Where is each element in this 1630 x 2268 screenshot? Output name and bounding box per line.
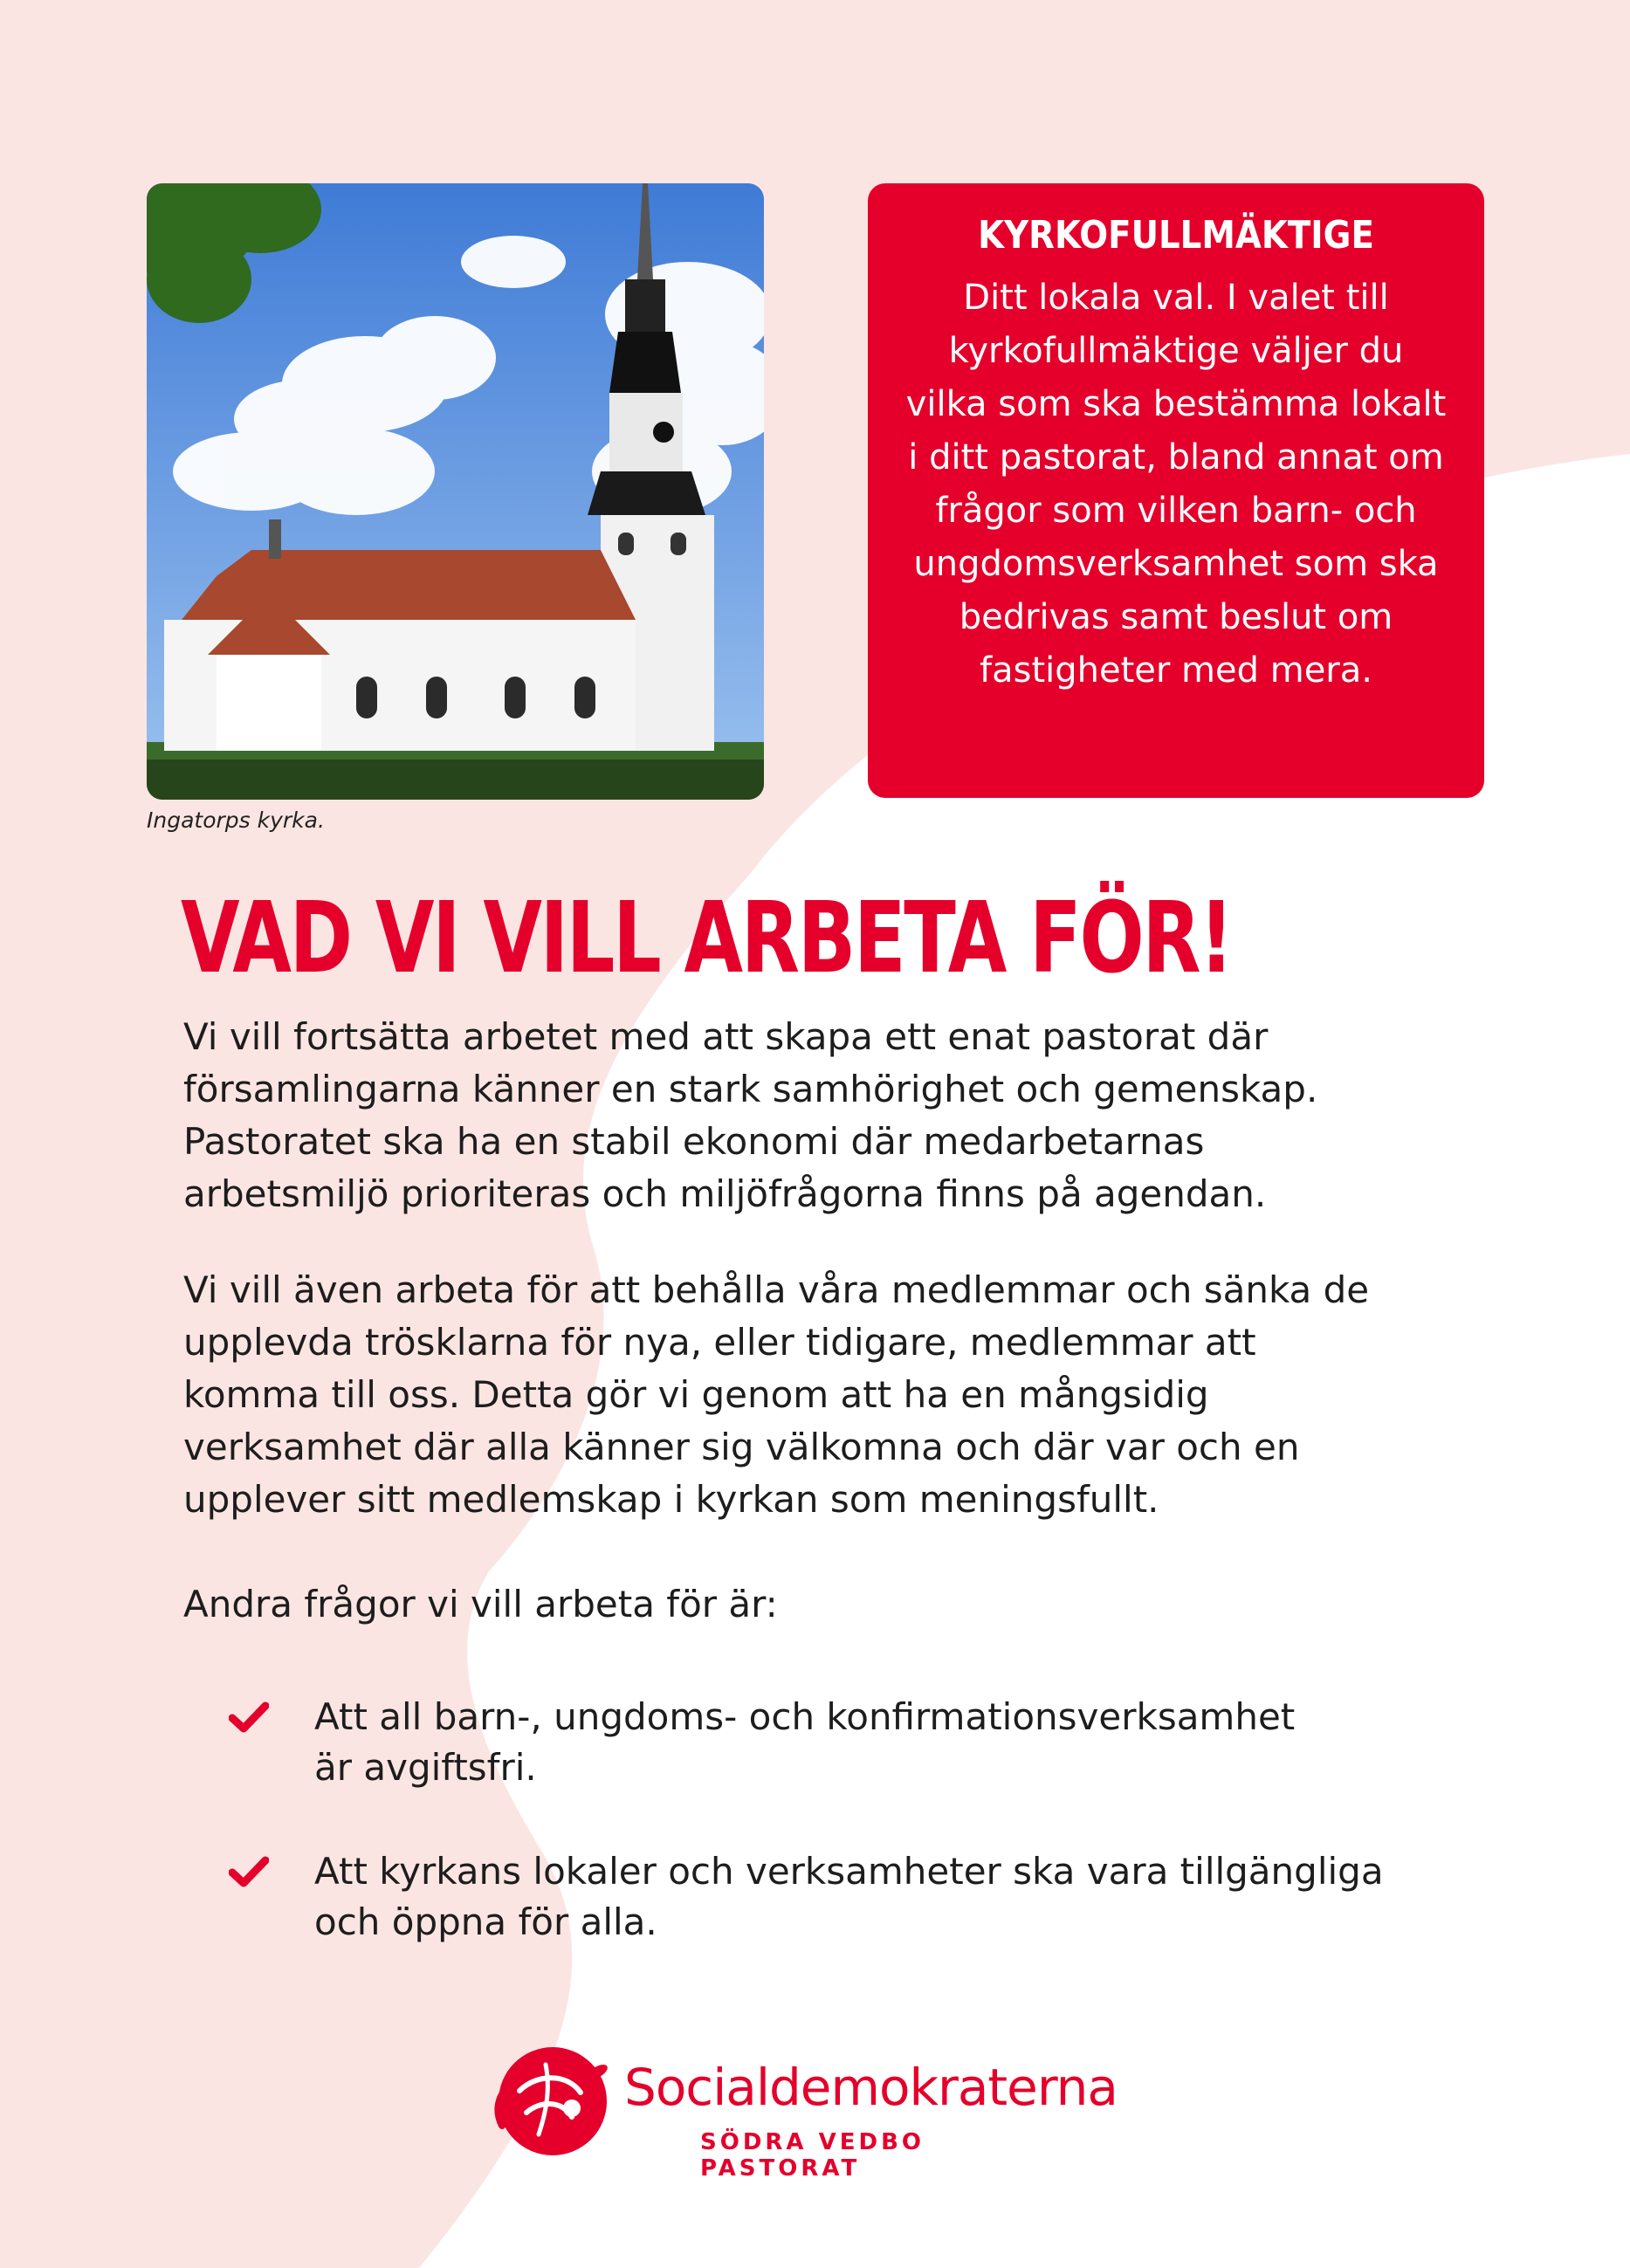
church-photo [147,183,764,800]
photo-caption: Ingatorps kyrka. [147,808,325,833]
info-box-text: Ditt lokala val. I valet till kyrkofullmäktige väljer du vilka som ska bestämma lokalt i ditt pastorat, bland annat om frågor som vilken barn- och ungdomsverksamhet som ska bedrivas samt beslut om fastigheter med mera. [905,278,1447,691]
rose-logo-icon [485,2038,616,2169]
paragraph-1: Vi vill fortsätta arbetet med att skapa ett enat pastorat där församlingarna känner en stark samhörighet och gemenskap. Pastoratet ska ha en stabil ekonomi där medarbetarnas arbetsmiljö prioriteras och miljöfrågorna finns på agendan. [183,1015,1318,1215]
logo-name: Socialdemokraterna [624,2058,1118,2117]
checkmark-icon [229,1697,269,1737]
paragraph-3: Andra frågor vi vill arbeta för är: [183,1583,778,1625]
list-item-text: Att kyrkans lokaler och verksamheter ska vara tillgängliga och öppna för alla. [314,1850,1384,1943]
list-item-text: Att all barn-, ungdoms- och konfirmationsverksamhet är avgiftsfri. [314,1695,1296,1789]
checkmark-icon [229,1852,269,1892]
logo-subtitle: SÖDRA VEDBO PASTORAT [700,2129,925,2182]
page-headline: VAD VI VILL ARBETA FÖR! [181,882,1232,995]
info-box [868,183,1484,798]
party-logo [485,2038,1118,2182]
paragraph-2: Vi vill även arbeta för att behålla våra medlemmar och sänka de upplevda trösklarna för nya, eller tidigare, medlemmar att komma till oss. Detta gör vi genom att ha en mångsidig verksamhet där alla känner sig välkomna och där var och en upplever sitt medlemskap i kyrkan som meningsfullt. [183,1268,1370,1521]
info-box-title: KYRKOFULLMÄKTIGE [978,213,1374,258]
